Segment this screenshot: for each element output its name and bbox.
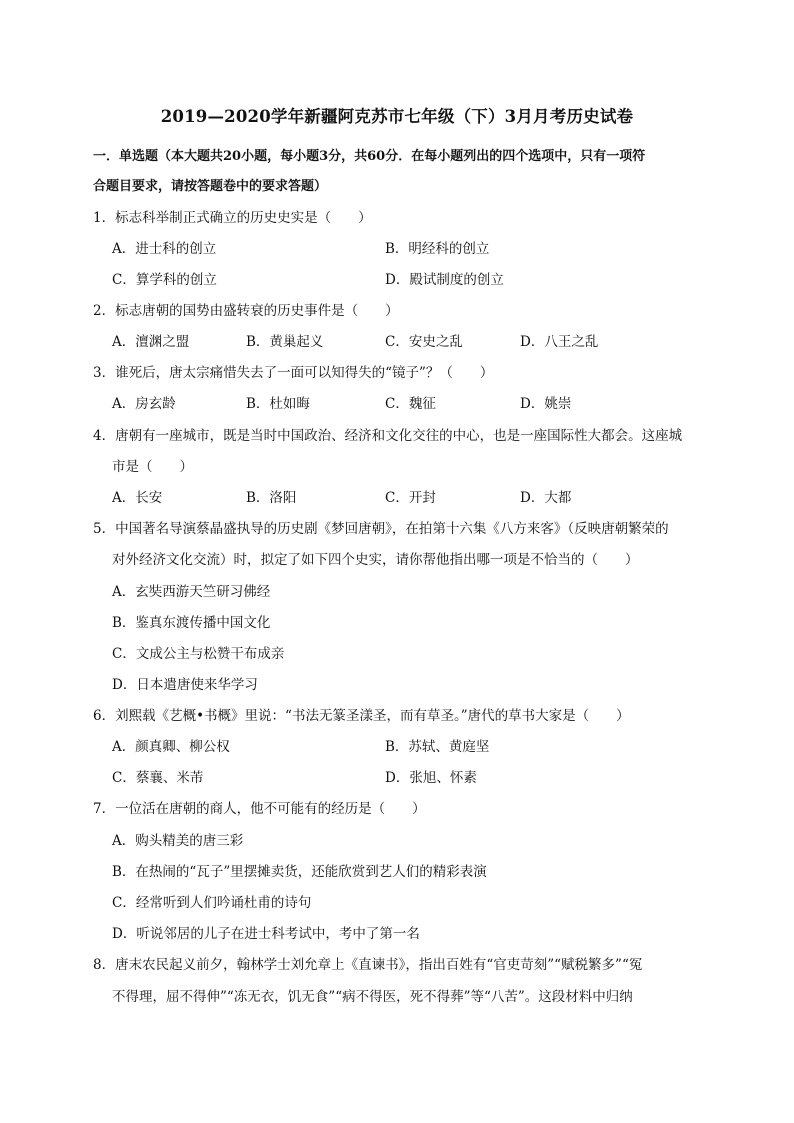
question-4-stem-line-2: 市是（ ）	[112, 459, 193, 475]
question-5-option-a: A．玄奘西游天竺研习佛经	[112, 584, 271, 600]
question-1-option-a: A．进士科的创立	[112, 241, 217, 257]
question-6-option-c: C．蔡襄、米芾	[112, 770, 204, 786]
question-4-option-d: D．大都	[520, 490, 572, 506]
question-3-option-a: A．房玄龄	[112, 396, 176, 412]
question-5-stem-line-1: 5．中国著名导演蔡晶盛执导的历史剧《梦回唐朝》，在拍第十六集《八方来客》（反映唐朝繁荣的	[93, 521, 669, 537]
question-1-option-b: B．明经科的创立	[385, 241, 490, 257]
question-8-stem-line-1: 8．唐末农民起义前夕，翰林学士刘允章上《直谏书》，指出百姓有“官吏苛刻”“赋税繁多”“冤	[93, 957, 643, 973]
section-header-line-1: 一．单选题（本大题共20小题，每小题3分，共60分．在每小题列出的四个选项中，只有一项符	[93, 149, 646, 164]
question-2-option-d: D．八王之乱	[520, 334, 599, 350]
question-4-option-c: C．开封	[385, 490, 436, 506]
question-5-option-b: B．鉴真东渡传播中国文化	[112, 615, 271, 631]
section-header	[93, 142, 713, 202]
question-3-option-b: B．杜如晦	[246, 396, 310, 412]
question-6-stem: 6．刘熙载《艺概•书概》里说：“书法无篆圣漾圣，而有草圣。”唐代的草书大家是（ ）	[93, 708, 630, 724]
exam-title: 2019—2020学年新疆阿克苏市七年级（下）3月月考历史试卷	[160, 107, 634, 126]
question-7-option-c: C．经常听到人们吟诵杜甫的诗句	[112, 895, 312, 911]
question-2-option-a: A．澶渊之盟	[112, 334, 190, 350]
question-2-stem: 2．标志唐朝的国势由盛转衰的历史事件是（ ）	[93, 303, 399, 319]
question-7-option-b: B．在热闹的“瓦子”里摆摊卖货，还能欣赏到艺人们的精彩表演	[112, 864, 487, 880]
question-5-option-d: D．日本遣唐使来华学习	[112, 677, 258, 693]
question-6-option-d: D．张旭、怀素	[385, 770, 477, 786]
question-2-option-c: C．安史之乱	[385, 334, 463, 350]
question-1-stem: 1．标志科举制正式确立的历史史实是（ ）	[93, 210, 372, 226]
question-4-option-b: B．洛阳	[246, 490, 297, 506]
question-2-option-b: B．黄巢起义	[246, 334, 324, 350]
question-7-option-d: D．听说邻居的儿子在进士科考试中，考中了第一名	[112, 926, 420, 942]
question-3-option-c: C．魏征	[385, 396, 436, 412]
question-5-stem-line-2: 对外经济文化交流）时，拟定了如下四个史实，请你帮他指出哪一项是不恰当的（ ）	[112, 552, 639, 568]
question-6-option-a: A．颜真卿、柳公权	[112, 739, 230, 755]
question-4-stem-line-1: 4．唐朝有一座城市，既是当时中国政治、经济和文化交往的中心，也是一座国际性大都会。这座城	[93, 428, 683, 444]
question-3-option-d: D．姚崇	[520, 396, 572, 412]
question-7-option-a: A．购头精美的唐三彩	[112, 833, 244, 849]
question-1-option-c: C．算学科的创立	[112, 272, 217, 288]
question-4-option-a: A．长安	[112, 490, 163, 506]
question-7-stem: 7．一位活在唐朝的商人，他不可能有的经历是（ ）	[93, 801, 426, 817]
question-8-stem-line-2: 不得理，屈不得伸”“冻无衣，饥无食”“病不得医，死不得葬”等“八苦”。这段材料中归纳	[112, 989, 633, 1005]
question-5-option-c: C．文成公主与松赞干布成亲	[112, 646, 285, 662]
question-1-option-d: D．殿试制度的创立	[385, 272, 504, 288]
question-3-stem: 3．谁死后，唐太宗痛惜失去了一面可以知得失的“镜子”？（ ）	[93, 365, 494, 381]
section-header-line-2: 合题目要求，请按答题卷中的要求答题）	[93, 179, 328, 194]
question-6-option-b: B．苏轼、黄庭坚	[385, 739, 490, 755]
